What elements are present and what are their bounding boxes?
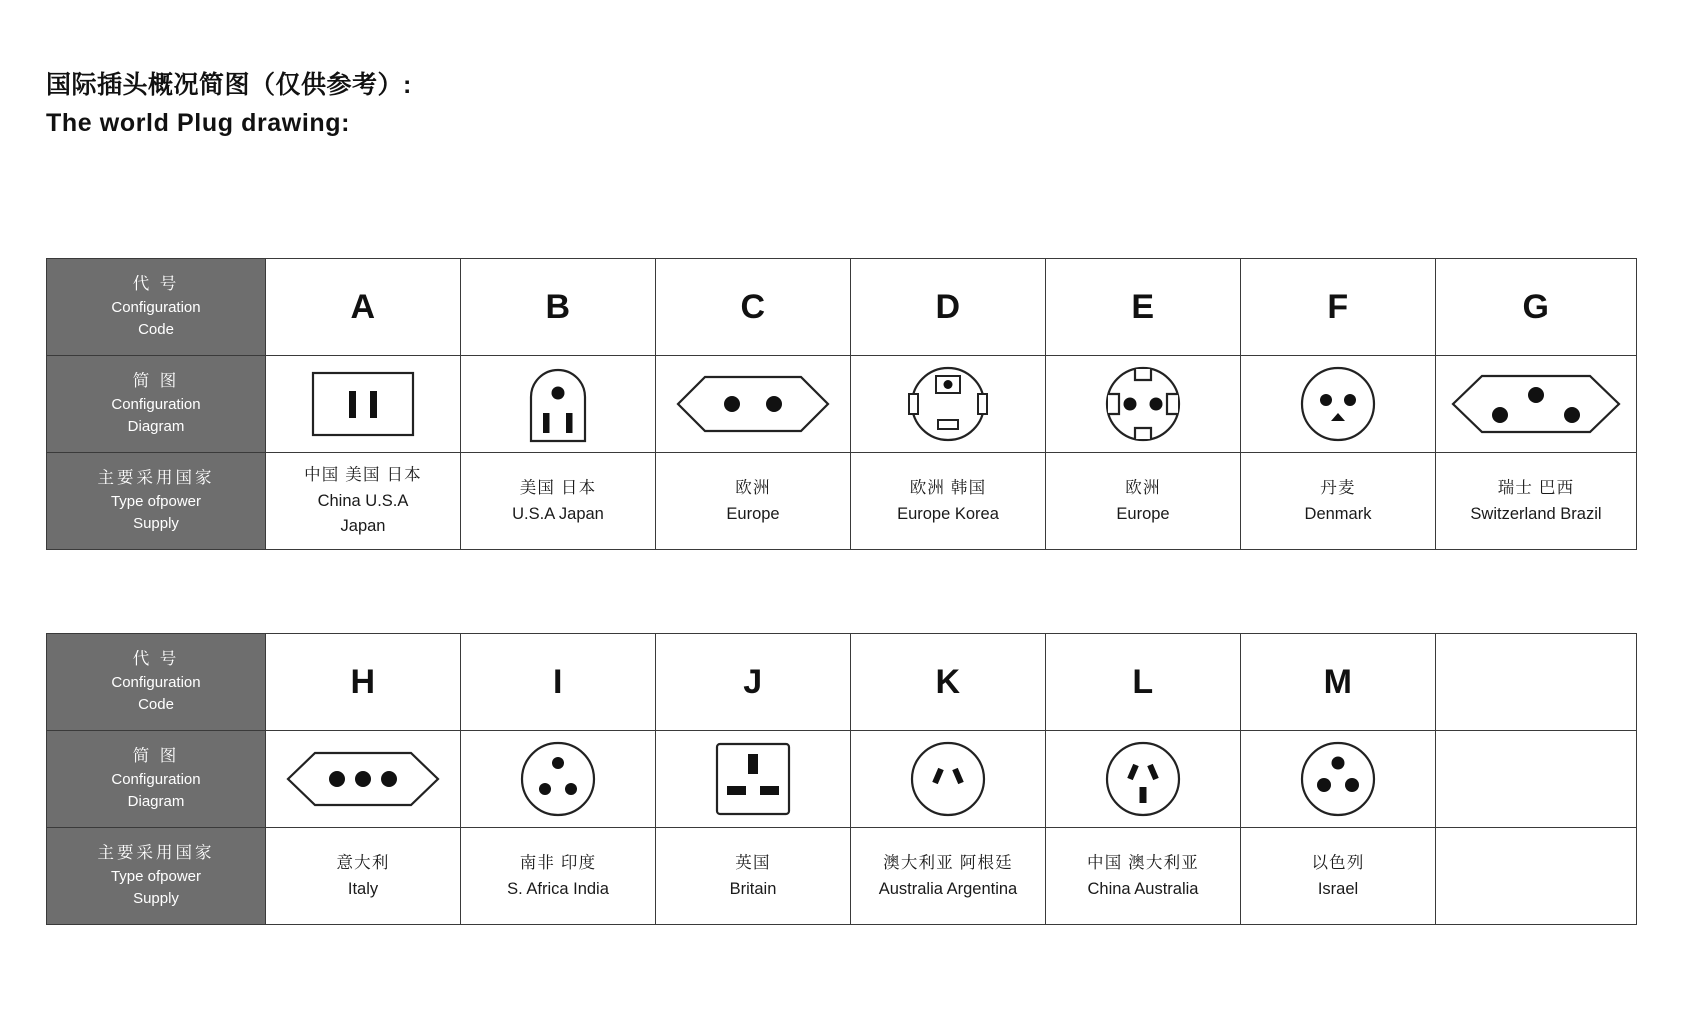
row-label-code-en1-2: Configuration xyxy=(111,674,201,691)
country-cn: 意大利 xyxy=(336,853,390,872)
diagram-cell-b xyxy=(461,356,656,453)
row-label-diagram xyxy=(47,356,266,453)
row-label-supply-cn: 主要采用国家 xyxy=(97,469,215,487)
plug-table-first xyxy=(46,258,1637,550)
country-cn: 澳大利亚 阿根廷 xyxy=(883,853,1013,872)
diagram-cell-l xyxy=(1046,731,1241,828)
country-en: Australia Argentina xyxy=(878,879,1018,898)
diagram-cell-i xyxy=(461,731,656,828)
row-label-code-en2: Code xyxy=(138,321,174,338)
country-en-2: Japan xyxy=(340,517,386,535)
diagram-cell-a xyxy=(266,356,461,453)
country-cell-j xyxy=(656,828,851,925)
code-cell-d: D xyxy=(851,259,1046,356)
country-cn: 以色列 xyxy=(1311,853,1365,872)
country-cell-empty xyxy=(1436,828,1637,925)
row-label-diagram-en1-2: Configuration xyxy=(111,771,201,788)
country-en: Europe Korea xyxy=(897,504,999,523)
diagram-cell-j xyxy=(656,731,851,828)
country-cn: 欧洲 韩国 xyxy=(909,478,987,497)
country-cn: 欧洲 xyxy=(1125,478,1161,497)
country-cell-b xyxy=(461,453,656,550)
row-label-diagram-en2: Diagram xyxy=(127,418,185,435)
code-cell-h: H xyxy=(266,634,461,731)
plug-h-icon xyxy=(266,731,460,827)
row-label-supply-2 xyxy=(47,828,266,925)
country-en: U.S.A Japan xyxy=(512,504,604,523)
country-cell-e xyxy=(1046,453,1241,550)
row-label-code-en2-2: Code xyxy=(138,696,174,713)
row-label-supply-en2-2: Supply xyxy=(133,890,179,907)
country-en: China Australia xyxy=(1087,879,1199,898)
code-cell-a: A xyxy=(266,259,461,356)
title-english: The world Plug drawing: xyxy=(46,109,351,137)
row-label-code-en1: Configuration xyxy=(111,299,201,316)
country-cn: 瑞士 巴西 xyxy=(1497,478,1575,497)
country-en: China U.S.A xyxy=(317,492,409,510)
country-en: Israel xyxy=(1317,879,1359,898)
plug-i-icon xyxy=(461,731,655,827)
country-cell-d xyxy=(851,453,1046,550)
country-en: S. Africa India xyxy=(507,879,609,898)
country-cell-k xyxy=(851,828,1046,925)
country-cell-c xyxy=(656,453,851,550)
row-label-supply-en1: Type ofpower xyxy=(110,493,202,510)
row-label-supply-cn-2: 主要采用国家 xyxy=(97,844,215,862)
row-label-diagram-2 xyxy=(47,731,266,828)
code-cell-k: K xyxy=(851,634,1046,731)
diagram-cell-k xyxy=(851,731,1046,828)
country-cn: 中国 澳大利亚 xyxy=(1087,853,1199,872)
table-row xyxy=(47,259,1637,356)
country-cn: 南非 印度 xyxy=(519,853,597,872)
country-cell-a xyxy=(266,453,461,550)
diagram-cell-e xyxy=(1046,356,1241,453)
country-cell-g xyxy=(1436,453,1637,550)
code-cell-l: L xyxy=(1046,634,1241,731)
country-cell-f xyxy=(1241,453,1436,550)
country-en: Britain xyxy=(729,879,777,898)
diagram-cell-g xyxy=(1436,356,1637,453)
country-en: Switzerland Brazil xyxy=(1470,504,1602,523)
plug-f-icon xyxy=(1241,356,1435,452)
diagram-cell-c xyxy=(656,356,851,453)
row-label-supply-en1-2: Type ofpower xyxy=(110,868,202,885)
plug-b-icon xyxy=(461,356,655,452)
plug-d-icon xyxy=(851,356,1045,452)
country-cell-i xyxy=(461,828,656,925)
country-cn: 美国 日本 xyxy=(519,478,597,497)
code-cell-e: E xyxy=(1046,259,1241,356)
table-row xyxy=(47,828,1637,925)
plug-g-icon xyxy=(1436,356,1636,452)
table-row xyxy=(47,731,1637,828)
diagram-cell-m xyxy=(1241,731,1436,828)
row-label-diagram-en2-2: Diagram xyxy=(127,793,185,810)
country-en: Denmark xyxy=(1304,504,1372,523)
country-cn: 欧洲 xyxy=(735,478,771,497)
table-row xyxy=(47,634,1637,731)
row-label-diagram-en1: Configuration xyxy=(111,396,201,413)
country-en: Europe xyxy=(726,504,780,523)
country-cell-m xyxy=(1241,828,1436,925)
country-en: Europe xyxy=(1116,504,1170,523)
row-label-code-cn-2: 代 号 xyxy=(132,650,180,668)
diagram-cell-d xyxy=(851,356,1046,453)
row-label-code-2 xyxy=(47,634,266,731)
code-cell-m: M xyxy=(1241,634,1436,731)
row-label-diagram-cn-2: 简 图 xyxy=(132,747,180,765)
title-chinese: 国际插头概况简图（仅供参考）: xyxy=(46,71,412,99)
plug-m-icon xyxy=(1241,731,1435,827)
country-cn: 丹麦 xyxy=(1320,478,1356,497)
row-label-diagram-cn: 简 图 xyxy=(132,372,180,390)
plug-a-icon xyxy=(266,356,460,452)
row-label-code-cn: 代 号 xyxy=(132,275,180,293)
plug-e-icon xyxy=(1046,356,1240,452)
code-cell-i: I xyxy=(461,634,656,731)
table-row xyxy=(47,453,1637,550)
plug-l-icon xyxy=(1046,731,1240,827)
country-cn: 中国 美国 日本 xyxy=(304,466,422,484)
country-cell-l xyxy=(1046,828,1241,925)
code-cell-j: J xyxy=(656,634,851,731)
diagram-cell-f xyxy=(1241,356,1436,453)
plug-table-second xyxy=(46,633,1637,925)
row-label-supply xyxy=(47,453,266,550)
diagram-cell-empty xyxy=(1436,731,1637,828)
diagram-cell-h xyxy=(266,731,461,828)
code-cell-c: C xyxy=(656,259,851,356)
plug-c-icon xyxy=(656,356,850,452)
table-row xyxy=(47,356,1637,453)
row-label-code xyxy=(47,259,266,356)
page-title xyxy=(46,66,946,142)
plug-j-icon xyxy=(656,731,850,827)
country-cn: 英国 xyxy=(735,853,771,872)
row-label-supply-en2: Supply xyxy=(133,515,179,532)
code-cell-b: B xyxy=(461,259,656,356)
code-cell-g: G xyxy=(1436,259,1637,356)
plug-k-icon xyxy=(851,731,1045,827)
country-en: Italy xyxy=(347,879,379,898)
code-cell-f: F xyxy=(1241,259,1436,356)
country-cell-h xyxy=(266,828,461,925)
code-cell-empty xyxy=(1436,634,1637,731)
